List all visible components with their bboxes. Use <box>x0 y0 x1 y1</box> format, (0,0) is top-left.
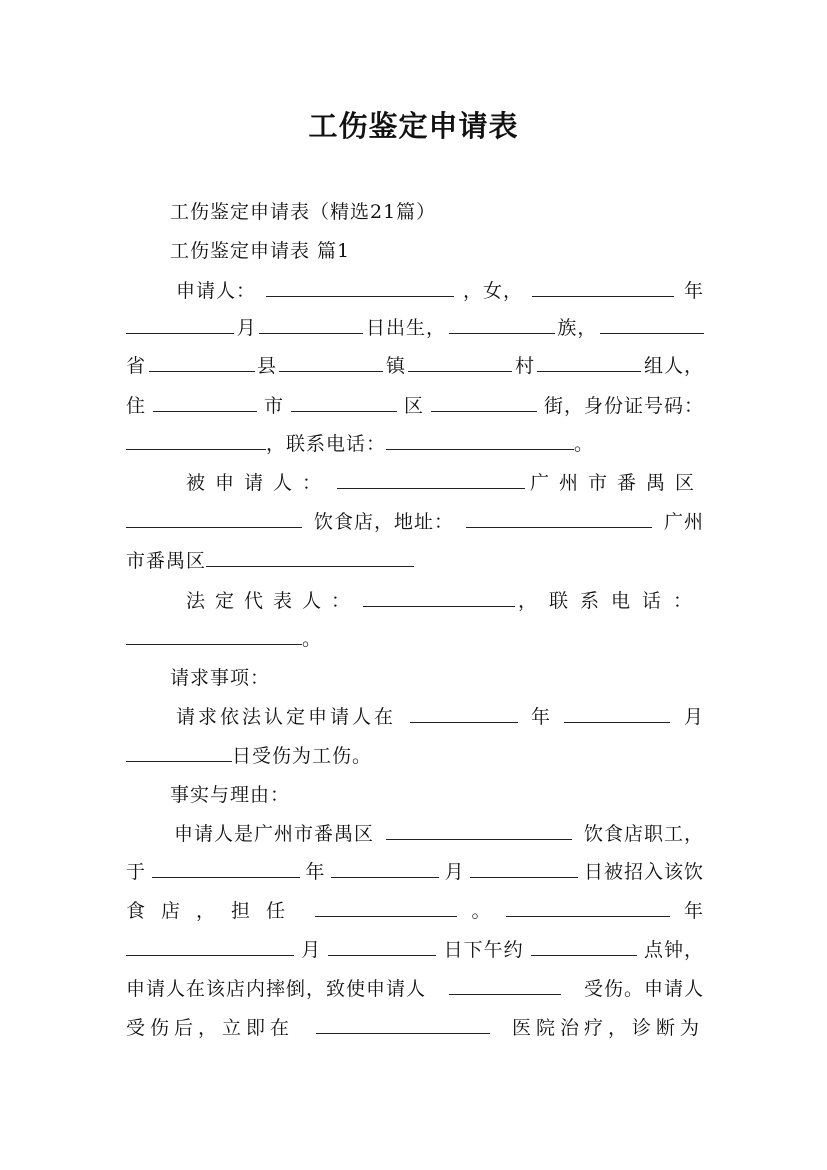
blank-field <box>149 354 255 372</box>
text: 医院治疗，诊断为 <box>511 1017 704 1039</box>
text: 。 <box>302 628 323 650</box>
text: 月 <box>444 861 465 883</box>
text: 受伤。申请人 <box>583 978 704 1000</box>
facts-line-3 <box>126 899 704 923</box>
respondent-line-1 <box>186 471 704 495</box>
text: 年 <box>683 900 704 922</box>
text: 受伤后，立即在 <box>126 1017 295 1039</box>
applicant-line-3 <box>126 354 704 378</box>
blank-field <box>126 744 232 762</box>
request-line-2 <box>126 744 704 768</box>
facts-heading: 事实与理由： <box>170 784 291 806</box>
text: 广州 <box>663 511 704 533</box>
blank-field <box>564 705 670 723</box>
blank-field <box>600 316 704 334</box>
text: 日受伤为工伤。 <box>232 745 373 767</box>
blank-field <box>126 510 302 528</box>
text: 市番禺区 <box>126 550 207 572</box>
blank-field <box>408 354 512 372</box>
blank-field <box>126 627 302 645</box>
text: 月 <box>301 939 322 961</box>
text: 组人， <box>643 355 704 377</box>
text: 族， <box>557 317 598 339</box>
respondent-line-2 <box>126 510 704 534</box>
blank-field <box>206 549 414 567</box>
text: ，女， <box>462 280 523 302</box>
text: ，联系电话： <box>266 433 387 455</box>
applicant-line-2 <box>126 316 704 340</box>
text: 市 <box>263 395 284 417</box>
text: 镇 <box>385 355 406 377</box>
text: 。 <box>574 433 595 455</box>
text: 县 <box>256 355 277 377</box>
blank-field <box>386 432 574 450</box>
blank-field <box>153 394 257 412</box>
text: 。 <box>471 900 492 922</box>
text: 被申请人： <box>186 472 332 494</box>
blank-field <box>266 279 454 297</box>
text: 申请人在该店内摔倒，致使申请人 <box>126 978 427 1000</box>
blank-field <box>537 354 641 372</box>
blank-field <box>410 705 518 723</box>
text: 日出生， <box>365 317 446 339</box>
text: 月 <box>683 706 704 728</box>
blank-field <box>315 899 457 917</box>
section-heading: 工伤鉴定申请表 篇1 <box>170 240 351 262</box>
legal-rep-line-2 <box>126 627 704 651</box>
blank-field <box>337 471 525 489</box>
text: 饮食店，地址： <box>313 511 454 533</box>
legal-rep-line-1 <box>186 589 704 613</box>
text: 街，身份证号码： <box>543 395 704 417</box>
applicant-line-1 <box>176 279 704 303</box>
text: 饮食店职工， <box>583 823 704 845</box>
text: 日下午约 <box>443 939 524 961</box>
blank-field <box>470 860 578 878</box>
blank-field <box>506 899 670 917</box>
facts-line-1 <box>174 822 704 846</box>
text: 请求依法认定申请人在 <box>176 706 397 728</box>
text: 村 <box>514 355 535 377</box>
subtitle: 工伤鉴定申请表（精选21篇） <box>170 201 437 223</box>
text: 广州市番禺区 <box>529 472 704 494</box>
text: 月 <box>236 317 257 339</box>
text: 住 <box>126 395 147 417</box>
applicant-line-5 <box>126 432 704 456</box>
blank-field <box>328 938 436 956</box>
blank-field <box>363 589 515 607</box>
facts-line-5 <box>126 977 704 1001</box>
text: 申请人： <box>176 280 257 302</box>
blank-field <box>152 860 300 878</box>
blank-field <box>431 394 537 412</box>
text: 食店，担任 <box>126 900 302 922</box>
text: ，联系电话： <box>517 590 704 612</box>
blank-field <box>126 316 234 334</box>
text: 于 <box>126 861 147 883</box>
blank-field <box>466 510 652 528</box>
blank-field <box>531 938 637 956</box>
document-title: 工伤鉴定申请表 <box>308 109 519 143</box>
request-heading: 请求事项： <box>170 667 271 689</box>
blank-field <box>532 279 674 297</box>
blank-field <box>316 1016 490 1034</box>
blank-field <box>449 977 561 995</box>
text: 申请人是广州市番禺区 <box>174 823 375 845</box>
facts-line-6 <box>126 1016 704 1040</box>
text: 法定代表人： <box>186 590 361 612</box>
blank-field <box>259 316 363 334</box>
blank-field <box>126 432 266 450</box>
text: 日被招入该饮 <box>583 861 704 883</box>
facts-line-4 <box>126 938 704 962</box>
blank-field <box>126 938 294 956</box>
text: 点钟， <box>643 939 704 961</box>
request-line-1 <box>176 705 704 729</box>
blank-field <box>449 316 555 334</box>
text: 省 <box>126 355 147 377</box>
text: 年 <box>530 706 551 728</box>
blank-field <box>386 822 572 840</box>
blank-field <box>331 860 439 878</box>
respondent-line-3 <box>126 549 704 573</box>
text: 年 <box>683 280 704 302</box>
text: 年 <box>305 861 326 883</box>
applicant-line-4 <box>126 394 704 418</box>
text: 区 <box>403 395 424 417</box>
blank-field <box>279 354 383 372</box>
blank-field <box>291 394 397 412</box>
facts-line-2 <box>126 860 704 884</box>
